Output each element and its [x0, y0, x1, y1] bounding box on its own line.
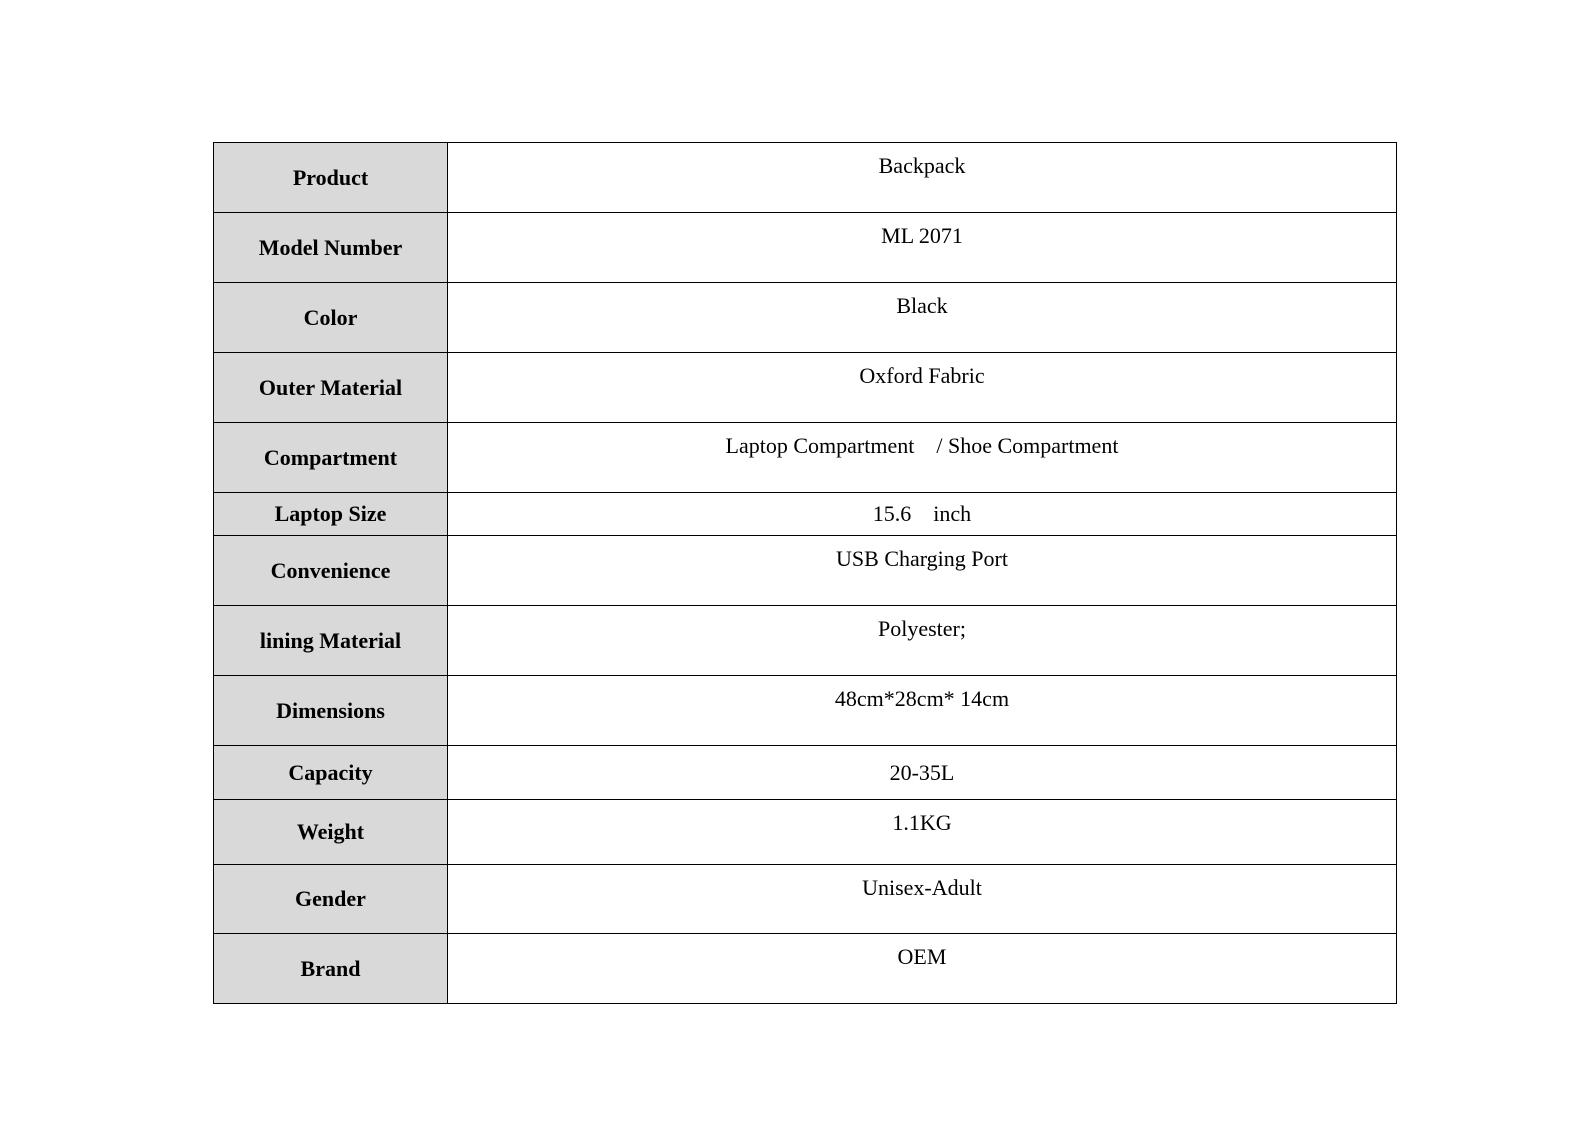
spec-row-capacity — [214, 746, 1397, 800]
spec-value: 48cm*28cm* 14cm — [448, 676, 1397, 746]
spec-label: Gender — [214, 865, 448, 934]
spec-value: Polyester; — [448, 606, 1397, 676]
spec-value: OEM — [448, 934, 1397, 1004]
spec-row-outer-material — [214, 353, 1397, 423]
spec-label: Brand — [214, 934, 448, 1004]
spec-row-compartment — [214, 423, 1397, 493]
spec-row-convenience — [214, 536, 1397, 606]
spec-row-laptop-size — [214, 493, 1397, 536]
spec-label: Color — [214, 283, 448, 353]
spec-value: 1.1KG — [448, 800, 1397, 865]
spec-label: Product — [214, 143, 448, 213]
spec-value: Unisex-Adult — [448, 865, 1397, 934]
spec-row-product — [214, 143, 1397, 213]
spec-value: 15.6 inch — [448, 493, 1397, 536]
spec-value: USB Charging Port — [448, 536, 1397, 606]
spec-row-weight — [214, 800, 1397, 865]
spec-value: Black — [448, 283, 1397, 353]
spec-value: ML 2071 — [448, 213, 1397, 283]
spec-value: Backpack — [448, 143, 1397, 213]
spec-value: Laptop Compartment / Shoe Compartment — [448, 423, 1397, 493]
spec-label: Convenience — [214, 536, 448, 606]
spec-label: Laptop Size — [214, 493, 448, 536]
spec-label: Outer Material — [214, 353, 448, 423]
spec-row-dimensions — [214, 676, 1397, 746]
spec-row-brand — [214, 934, 1397, 1004]
spec-row-color — [214, 283, 1397, 353]
spec-label: Capacity — [214, 746, 448, 800]
spec-row-lining-material — [214, 606, 1397, 676]
spec-label: Dimensions — [214, 676, 448, 746]
spec-row-gender — [214, 865, 1397, 934]
spec-value: Oxford Fabric — [448, 353, 1397, 423]
spec-label: Weight — [214, 800, 448, 865]
spec-value: 20-35L — [448, 746, 1397, 800]
product-spec-table — [213, 142, 1397, 1004]
spec-label: Compartment — [214, 423, 448, 493]
spec-row-model-number — [214, 213, 1397, 283]
spec-label: lining Material — [214, 606, 448, 676]
spec-label: Model Number — [214, 213, 448, 283]
